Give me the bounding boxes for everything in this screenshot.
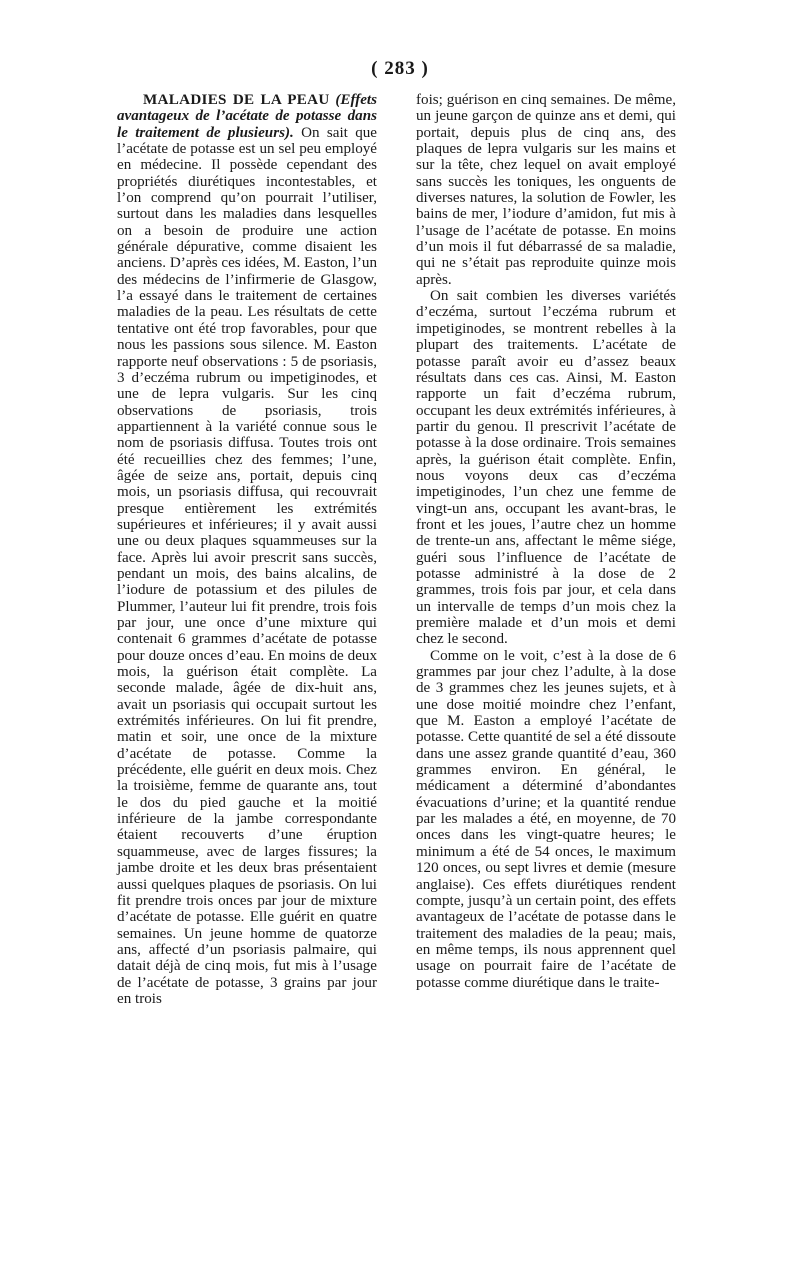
- section-heading-subtitle: (Effets avantageux de l’acétate de potasse dans le traitement de plusieurs).: [117, 92, 377, 141]
- page-number: ( 283 ): [371, 58, 429, 79]
- right-column: [416, 92, 676, 991]
- left-paragraph: [117, 92, 377, 1007]
- right-paragraph-3: Comme on le voit, c’est à la dose de 6 grammes par jour chez l’adulte, à la dose de 3 grammes chez les jeunes sujets, et à une dose moitié moindre chez l’enfant, que M. Easton a employé l’acétate de potasse. Cette quantité de sel a été dissoute dans une assez grande quantité d’eau, 360 grammes environ. En général, le médicament a déterminé d’abondantes évacuations d’urine; et la quantité rendue par les malades a été, en moyenne, de 70 onces dans les vingt-quatre heures; le minimum a été de 54 onces, le maximum 120 onces, ou sept livres et demie (mesure anglaise). Ces effets diurétiques rendent compte, jusqu’à un certain point, des effets avantageux de l’acétate de potasse dans le traitement des maladies de la peau; mais, en même temps, ils nous apprennent quel usage on pourrait faire de l’acétate de potasse comme diurétique dans le traite-: [416, 647, 676, 991]
- right-paragraph-1: fois; guérison en cinq semaines. De même, un jeune garçon de quinze ans et demi, qui portait, depuis plus de cinq ans, des plaques de lepra vulgaris sur les mains et sur la tête, chez lequel on avait employé sans succès les toniques, les onguents de diverses natures, la solution de Fowler, les bains de mer, l’iodure d’amidon, fut mis à l’usage de l’acétate de potasse. En moins d’un mois il fut débarrassé de sa maladie, qui ne s’était pas reproduite quinze mois après.: [416, 92, 676, 288]
- left-body-text: On sait que l’acétate de potasse est un sel peu employé en médecine. Il possède cependant des propriétés diurétiques incontestables, et l’on comprend qu’on pourrait l’utiliser, surtout dans les maladies dans lesquelles on a besoin de produire une action générale dépurative, comme disaient les anciens. D’après ces idées, M. Easton, l’un des médecins de l’infirmerie de Glasgow, l’a essayé dans le traitement de certaines maladies de la peau. Les résultats de cette tentative ont été trop favorables, pour que nous les passions sous silence. M. Easton rapporte neuf observations : 5 de psoriasis, 3 d’eczéma rubrum ou impetiginodes, et une de lepra vulgaris. Sur les cinq observations de psoriasis, trois appartiennent à la variété connue sous le nom de psoriasis diffusa. Toutes trois ont été recueillies chez des femmes; l’une, âgée de seize ans, portait, depuis cinq mois, un psoriasis diffusa, qui recouvrait presque entièrement les extrémités supérieures et inférieures; il y avait aussi une ou deux plaques squammeuses sur la face. Après lui avoir prescrit sans succès, pendant un mois, des bains alcalins, de l’iodure de potassium et des pilules de Plummer, l’auteur lui fit prendre, trois fois par jour, une once d’une mixture qui contenait 6 grammes d’acétate de potasse pour douze onces d’eau. En moins de deux mois, la guérison était complète. La seconde malade, âgée de dix-huit ans, avait un psoriasis qui occupait surtout les extrémités inférieures. On lui fit prendre, matin et soir, une once de la mixture d’acétate de potasse. Comme la précédente, elle guérit en deux mois. Chez la troisième, femme de quarante ans, tout le dos du pied gauche et la moitié inférieure de la jambe correspondante étaient recouverts d’une éruption squammeuse, avec de larges fissures; la jambe droite et les deux bras présentaient aussi quelques plaques de psoriasis. On lui fit prendre trois onces par jour de mixture d’acétate de potasse. Elle guérit en quatre semaines. Un jeune homme de quatorze ans, affecté d’un psoriasis palmaire, qui datait déjà de cinq mois, fut mis à l’usage de l’acétate de potasse, 3 grains par jour en trois: [117, 124, 378, 1007]
- right-paragraph-2: On sait combien les diverses variétés d’eczéma, surtout l’eczéma rubrum et impetiginodes, se montrent rebelles à la plupart des traitements. L’acétate de potasse paraît avoir eu d’assez beaux résultats dans ces cas. Ainsi, M. Easton rapporte un fait d’eczéma rubrum, occupant les deux extrémités inférieures, à partir du genou. Il prescrivit l’acétate de potasse à la dose ordinaire. Trois semaines après, la guérison était complète. Enfin, nous voyons deux cas d’eczéma impetiginodes, l’un chez une femme de vingt-un ans, occupant les avant-bras, le front et les joues, l’autre chez un homme de trente-un ans, affectant le même siége, guéri sous l’influence de l’acétate de potasse administré à la dose de 2 grammes, trois fois par jour, et cela dans un intervalle de temps d’un mois chez la première malade et d’un mois et demi chez le second.: [416, 288, 676, 648]
- section-heading: MALADIES DE LA PEAU: [143, 92, 330, 108]
- left-column: [117, 92, 377, 1007]
